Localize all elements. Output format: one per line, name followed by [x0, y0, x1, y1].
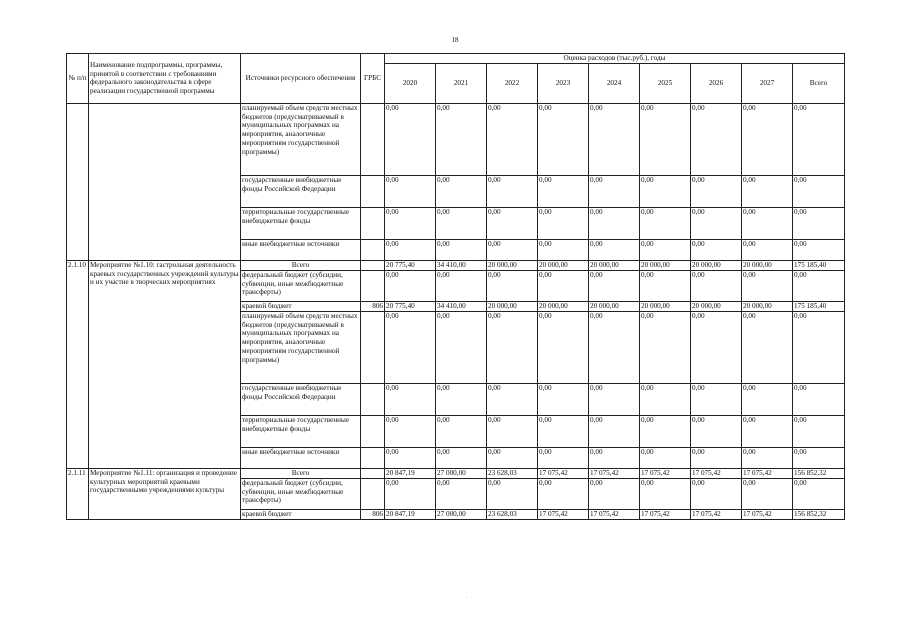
source-cell: иные внебюджетные источники — [241, 239, 361, 260]
value-cell: 0,00 — [487, 239, 538, 260]
value-cell: 20 847,19 — [385, 468, 436, 478]
header-year: Всего — [793, 63, 845, 103]
grbs-cell — [361, 383, 385, 415]
value-cell: 17 075,42 — [691, 468, 742, 478]
value-cell: 0,00 — [742, 207, 793, 239]
value-cell: 20 000,00 — [742, 301, 793, 311]
grbs-cell — [361, 260, 385, 270]
value-cell: 0,00 — [538, 207, 589, 239]
value-cell: 23 628,03 — [487, 509, 538, 519]
value-cell: 0,00 — [793, 270, 845, 301]
value-cell: 0,00 — [385, 239, 436, 260]
value-cell: 0,00 — [487, 383, 538, 415]
table-header — [67, 54, 845, 104]
value-cell: 0,00 — [640, 175, 691, 207]
grbs-cell — [361, 270, 385, 301]
value-cell: 20 000,00 — [742, 260, 793, 270]
value-cell: 20 000,00 — [538, 301, 589, 311]
value-cell: 27 000,00 — [436, 468, 487, 478]
value-cell: 0,00 — [691, 478, 742, 509]
value-cell: 0,00 — [436, 207, 487, 239]
value-cell: 20 000,00 — [640, 260, 691, 270]
source-cell: государственные внебюджетные фонды Российской Федерации — [241, 383, 361, 415]
value-cell: 0,00 — [742, 311, 793, 383]
value-cell: 23 628,03 — [487, 468, 538, 478]
source-cell: краевой бюджет — [241, 301, 361, 311]
value-cell: 0,00 — [436, 270, 487, 301]
value-cell: 0,00 — [538, 415, 589, 447]
value-cell: 0,00 — [589, 311, 640, 383]
value-cell: 0,00 — [385, 270, 436, 301]
source-cell: территориальные государственные внебюджетные фонды — [241, 207, 361, 239]
value-cell: 0,00 — [742, 447, 793, 468]
value-cell: 0,00 — [691, 103, 742, 175]
value-cell: 0,00 — [538, 175, 589, 207]
value-cell: 0,00 — [589, 103, 640, 175]
value-cell: 20 000,00 — [589, 260, 640, 270]
value-cell: 0,00 — [793, 478, 845, 509]
value-cell: 0,00 — [589, 207, 640, 239]
value-cell: 0,00 — [640, 239, 691, 260]
value-cell: 17 075,42 — [742, 509, 793, 519]
value-cell: 0,00 — [640, 415, 691, 447]
grbs-cell: 806 — [361, 301, 385, 311]
value-cell: 156 852,32 — [793, 468, 845, 478]
header-year: 2023 — [538, 63, 589, 103]
grbs-cell — [361, 239, 385, 260]
value-cell: 20 775,40 — [385, 301, 436, 311]
value-cell: 20 775,40 — [385, 260, 436, 270]
value-cell: 0,00 — [589, 175, 640, 207]
source-cell: иные внебюджетные источники — [241, 447, 361, 468]
grbs-cell — [361, 103, 385, 175]
name-cell-empty — [89, 103, 241, 260]
value-cell: 17 075,42 — [589, 468, 640, 478]
source-cell: планируемый объем средств местных бюджетов (предусматриваемый в муниципальных программах на мероприятия, аналогичные мероприятиям государственной программы) — [241, 103, 361, 175]
value-cell: 0,00 — [538, 311, 589, 383]
value-cell: 0,00 — [793, 175, 845, 207]
value-cell: 0,00 — [640, 447, 691, 468]
value-cell: 0,00 — [589, 239, 640, 260]
page-dot: . — [466, 594, 468, 600]
value-cell: 34 410,00 — [436, 301, 487, 311]
value-cell: 27 000,00 — [436, 509, 487, 519]
num-cell-empty — [67, 103, 89, 260]
value-cell: 0,00 — [640, 311, 691, 383]
value-cell: 20 000,00 — [487, 260, 538, 270]
value-cell: 175 185,40 — [793, 301, 845, 311]
value-cell: 0,00 — [385, 447, 436, 468]
value-cell: 0,00 — [385, 311, 436, 383]
value-cell: 0,00 — [589, 383, 640, 415]
value-cell: 34 410,00 — [436, 260, 487, 270]
value-cell: 0,00 — [538, 447, 589, 468]
value-cell: 0,00 — [640, 103, 691, 175]
value-cell: 20 000,00 — [589, 301, 640, 311]
header-year: 2025 — [640, 63, 691, 103]
table-row — [67, 103, 845, 175]
value-cell: 0,00 — [691, 239, 742, 260]
table-row — [67, 260, 845, 270]
page-number: 18 — [451, 36, 459, 44]
value-cell: 17 075,42 — [640, 509, 691, 519]
value-cell: 0,00 — [691, 311, 742, 383]
value-cell: 0,00 — [742, 103, 793, 175]
value-cell: 17 075,42 — [640, 468, 691, 478]
header-year: 2022 — [487, 63, 538, 103]
value-cell: 20 000,00 — [691, 260, 742, 270]
measure-name: Мероприятие №1.10: гастрольная деятельность краевых государственных учреждений культуры и их участие в творческих мероприятиях — [89, 260, 241, 468]
value-cell: 0,00 — [691, 270, 742, 301]
value-cell: 0,00 — [487, 447, 538, 468]
value-cell: 0,00 — [487, 311, 538, 383]
value-cell: 0,00 — [487, 207, 538, 239]
value-cell: 17 075,42 — [538, 468, 589, 478]
source-cell: Всего — [241, 468, 361, 478]
header-year: 2026 — [691, 63, 742, 103]
value-cell: 0,00 — [487, 175, 538, 207]
value-cell: 0,00 — [436, 239, 487, 260]
grbs-cell — [361, 311, 385, 383]
grbs-cell — [361, 478, 385, 509]
header-estimate: Оценка расходов (тыс.руб.), годы — [385, 54, 845, 64]
value-cell: 0,00 — [793, 103, 845, 175]
header-num: № п/п — [67, 54, 89, 104]
grbs-cell — [361, 207, 385, 239]
value-cell: 0,00 — [793, 239, 845, 260]
value-cell: 0,00 — [436, 311, 487, 383]
value-cell: 0,00 — [385, 175, 436, 207]
value-cell: 0,00 — [742, 175, 793, 207]
value-cell: 0,00 — [793, 311, 845, 383]
value-cell: 0,00 — [538, 239, 589, 260]
value-cell: 0,00 — [538, 478, 589, 509]
value-cell: 17 075,42 — [691, 509, 742, 519]
source-cell: планируемый объем средств местных бюджетов (предусматриваемый в муниципальных программах на мероприятия, аналогичные мероприятиям государственной программы) — [241, 311, 361, 383]
value-cell: 17 075,42 — [538, 509, 589, 519]
header-year: 2021 — [436, 63, 487, 103]
value-cell: 175 185,40 — [793, 260, 845, 270]
measure-number: 2.1.10 — [67, 260, 89, 468]
value-cell: 0,00 — [385, 415, 436, 447]
value-cell: 0,00 — [793, 415, 845, 447]
budget-table — [66, 53, 845, 520]
value-cell: 0,00 — [691, 207, 742, 239]
value-cell: 0,00 — [487, 415, 538, 447]
value-cell: 0,00 — [385, 207, 436, 239]
value-cell: 0,00 — [385, 383, 436, 415]
value-cell: 0,00 — [385, 103, 436, 175]
grbs-cell — [361, 415, 385, 447]
grbs-cell — [361, 175, 385, 207]
value-cell: 0,00 — [436, 415, 487, 447]
value-cell: 0,00 — [691, 415, 742, 447]
value-cell: 0,00 — [742, 478, 793, 509]
header-name: Наименование подпрограммы, программы, принятой в соответствии с требованиями федерального законодательства в сфере реализации государственной программы — [89, 54, 241, 104]
value-cell: 0,00 — [742, 239, 793, 260]
value-cell: 0,00 — [640, 478, 691, 509]
value-cell: 0,00 — [640, 383, 691, 415]
value-cell: 0,00 — [742, 270, 793, 301]
value-cell: 17 075,42 — [742, 468, 793, 478]
value-cell: 17 075,42 — [589, 509, 640, 519]
source-cell: федеральный бюджет (субсидии, субвенции, иные межбюджетные трансферты) — [241, 478, 361, 509]
header-year: 2024 — [589, 63, 640, 103]
header-year: 2020 — [385, 63, 436, 103]
value-cell: 0,00 — [436, 447, 487, 468]
measure-number: 2.1.11 — [67, 468, 89, 519]
value-cell: 0,00 — [742, 383, 793, 415]
value-cell: 0,00 — [538, 383, 589, 415]
source-cell: краевой бюджет — [241, 509, 361, 519]
value-cell: 0,00 — [691, 383, 742, 415]
table-row — [67, 468, 845, 478]
header-source: Источники ресурсного обеспечения — [241, 54, 361, 104]
value-cell: 0,00 — [385, 478, 436, 509]
value-cell: 0,00 — [487, 478, 538, 509]
value-cell: 20 000,00 — [538, 260, 589, 270]
value-cell: 20 847,19 — [385, 509, 436, 519]
value-cell: 0,00 — [742, 415, 793, 447]
value-cell: 20 000,00 — [691, 301, 742, 311]
value-cell: 0,00 — [793, 383, 845, 415]
source-cell: Всего — [241, 260, 361, 270]
value-cell: 0,00 — [487, 103, 538, 175]
value-cell: 0,00 — [487, 270, 538, 301]
grbs-cell — [361, 468, 385, 478]
value-cell: 0,00 — [436, 478, 487, 509]
value-cell: 0,00 — [436, 175, 487, 207]
value-cell: 0,00 — [793, 447, 845, 468]
value-cell: 20 000,00 — [487, 301, 538, 311]
value-cell: 0,00 — [691, 447, 742, 468]
table-body — [67, 103, 845, 519]
value-cell: 0,00 — [589, 447, 640, 468]
value-cell: 156 852,32 — [793, 509, 845, 519]
value-cell: 0,00 — [793, 207, 845, 239]
value-cell: 0,00 — [640, 270, 691, 301]
value-cell: 0,00 — [640, 207, 691, 239]
value-cell: 0,00 — [589, 415, 640, 447]
header-grbs: ГРБС — [361, 54, 385, 104]
grbs-cell — [361, 447, 385, 468]
value-cell: 0,00 — [691, 175, 742, 207]
value-cell: 20 000,00 — [640, 301, 691, 311]
source-cell: федеральный бюджет (субсидии, субвенции, иные межбюджетные трансферты) — [241, 270, 361, 301]
value-cell: 0,00 — [589, 270, 640, 301]
value-cell: 0,00 — [538, 103, 589, 175]
value-cell: 0,00 — [436, 103, 487, 175]
value-cell: 0,00 — [436, 383, 487, 415]
grbs-cell: 806 — [361, 509, 385, 519]
value-cell: 0,00 — [589, 478, 640, 509]
value-cell: 0,00 — [538, 270, 589, 301]
header-year: 2027 — [742, 63, 793, 103]
measure-name: Мероприятие №1.11: организация и проведение культурных мероприятий краевыми государственными учреждениями культуры — [89, 468, 241, 519]
source-cell: территориальные государственные внебюджетные фонды — [241, 415, 361, 447]
source-cell: государственные внебюджетные фонды Российской Федерации — [241, 175, 361, 207]
